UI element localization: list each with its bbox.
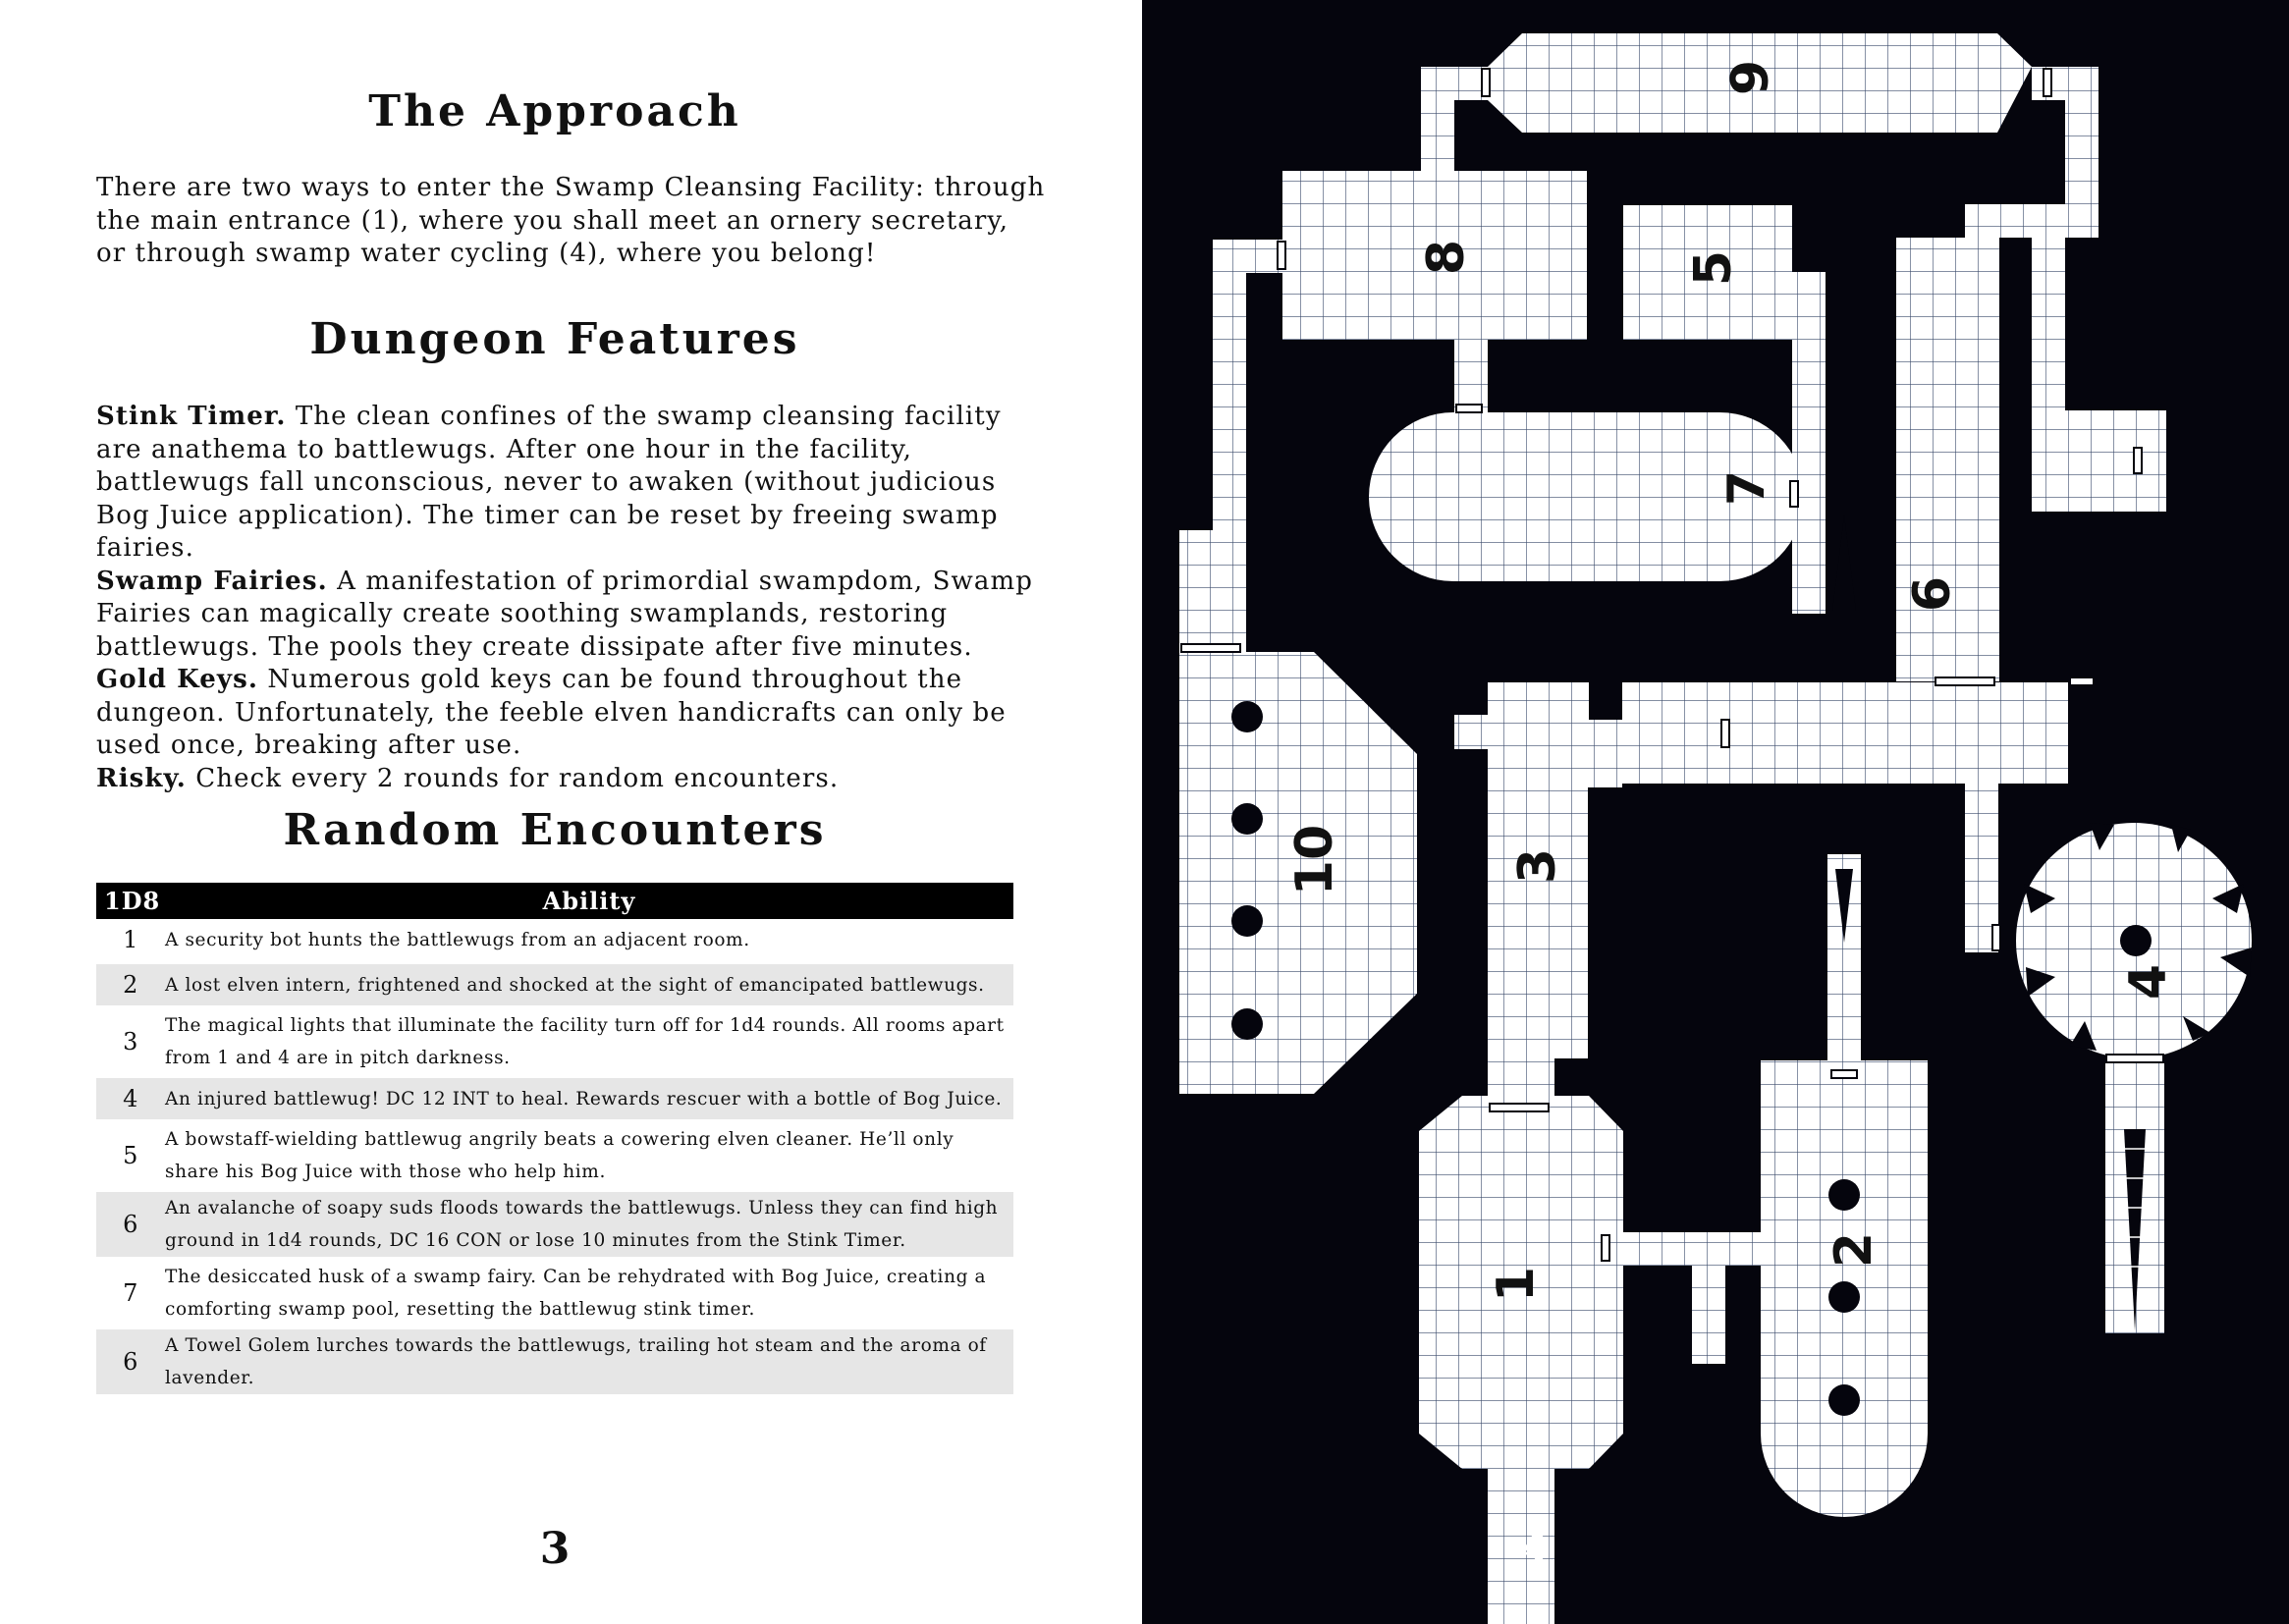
feature-line: Numerous gold keys can be found throughout the [258,665,963,694]
column-header-ability: Ability [165,883,1013,919]
pillar [1231,701,1263,732]
table-row [96,1123,1013,1188]
corridor [2065,67,2098,204]
roll-cell: 2 [96,964,165,1005]
door-icon [1278,242,1285,269]
corridor [1421,67,1488,100]
corridor [1622,682,2068,784]
encounter-cell: A security bot hunts the battlewugs from an adjacent room. [165,929,750,950]
feature-swamp-fairies [96,566,1078,599]
door-icon [1831,1070,1857,1078]
room-label-9: 9 [1721,59,1780,96]
pillar [1828,1281,1860,1313]
pillar [1231,905,1263,937]
roll-cell: 3 [123,1027,138,1056]
room-label-2: 2 [1825,1231,1883,1269]
door-icon [1790,481,1798,507]
table-row [96,1261,1013,1326]
pillar [1828,1384,1860,1416]
pillar [1828,1179,1860,1211]
stairs-icon [1832,515,1856,611]
feature-line: Check every 2 rounds for random encounters. [186,763,840,793]
door-icon [1490,1104,1549,1111]
pillar [2120,925,2152,956]
room-label-8: 8 [1417,239,1476,276]
feature-name: Stink Timer. [96,402,287,431]
door-icon [2134,448,2142,473]
corridor [1488,682,1555,787]
page-number-right: 4 [1519,1524,1551,1574]
corridor [1692,1266,1725,1364]
room-label-4: 4 [2119,963,2178,1001]
feature-line: battlewugs. The pools they create dissipate after five minutes. [96,631,973,662]
approach-line: There are two ways to enter the Swamp Cleansing Facility: through [96,173,1046,202]
feature-risky [96,763,1078,796]
feature-line: used once, breaking after use. [96,731,522,760]
door-icon [2070,677,2094,685]
door-icon [2106,1055,2163,1062]
features-heading: Dungeon Features [309,314,800,364]
approach-heading: The Approach [368,86,741,136]
feature-line: The clean confines of the swamp cleansing facility [286,402,1002,431]
corridor [1213,240,1246,652]
door-icon [1721,720,1729,747]
table-row [96,919,1013,960]
table-row [96,1329,1013,1394]
encounter-table-body [96,919,1013,1394]
room-label-6: 6 [1903,575,1962,613]
corridor [1692,1232,1761,1266]
dungeon-map [1142,0,2289,1624]
corridor [1179,530,1213,652]
feature-name: Risky. [96,763,187,793]
feature-name: Swamp Fairies. [96,566,328,596]
door-icon [1602,1235,1609,1261]
table-row [96,1009,1013,1074]
roll-cell: 4 [96,1078,165,1119]
corridor [1792,272,1826,614]
corridor [2032,204,2065,410]
encounters-heading: Random Encounters [283,805,827,855]
room-label-1: 1 [1487,1266,1546,1303]
table-header-row [96,883,1013,919]
encounter-cell: The desiccated husk of a swamp fairy. Can be rehydrated with Bog Juice, creating a comforting swamp pool, resetting the battlewug stink timer. [165,1267,987,1320]
door-icon [1482,69,1490,96]
feature-line: battlewugs fall unconscious, never to awaken (without judicious [96,467,997,497]
corridor [1555,682,1589,787]
room-6 [1896,238,1999,681]
feature-gold-keys [96,664,1078,697]
roll-cell: 7 [123,1278,138,1307]
room-6-annex [2032,410,2166,512]
door-icon [1935,677,1994,685]
corridor [1589,720,1622,787]
pillar [1231,1008,1263,1040]
corridor [1454,715,1488,749]
encounter-cell: An avalanche of soapy suds floods towards the battlewugs. Unless they can find high ground in 1d4 rounds, DC 16 CON or lose 10 minutes from the Stink Timer. [165,1192,1013,1257]
pillar [1231,803,1263,835]
roll-cell: 1 [123,925,138,953]
room-label-3: 3 [1508,847,1567,885]
encounter-cell: The magical lights that illuminate the facility turn off for 1d4 rounds. All rooms apart from 1 and 4 are in pitch darkness. [165,1015,1005,1068]
feature-line: A manifestation of primordial swampdom, Swamp [327,566,1034,596]
roll-cell: 6 [96,1329,165,1394]
roll-cell: 5 [123,1141,138,1169]
door-icon [2044,69,2051,96]
page-number-left: 3 [539,1524,571,1574]
features-list [96,401,1078,795]
feature-line: fairies. [96,533,194,563]
feature-line: are anathema to battlewugs. After one hour in the facility, [96,434,912,464]
corridor [1623,1232,1692,1266]
left-page [0,0,1142,1624]
encounter-cell: A Towel Golem lurches towards the battlewugs, trailing hot steam and the aroma of lavender. [165,1329,1013,1394]
room-label-5: 5 [1684,249,1743,287]
approach-line: the main entrance (1), where you shall meet an ornery secretary, [96,205,1009,236]
feature-stink-timer [96,401,1078,434]
room-3 [1488,787,1588,1058]
door-icon [1992,925,2000,950]
table-row [96,1078,1013,1119]
right-page [1142,0,2289,1624]
feature-line: dungeon. Unfortunately, the feeble elven handicrafts can only be [96,697,1007,728]
table-row [96,964,1013,1005]
room-label-10: 10 [1285,824,1344,896]
door-icon [1181,644,1240,652]
room-10-alcove [1382,819,1417,922]
feature-line: Bog Juice application). The timer can be reset by freeing swamp [96,500,999,530]
corridor [1421,100,1454,171]
corridor [1488,1058,1554,1096]
encounter-cell: An injured battlewug! DC 12 INT to heal. Rewards rescuer with a bottle of Bog Juice. [165,1078,1013,1119]
feature-name: Gold Keys. [96,665,259,694]
encounter-cell: A lost elven intern, frightened and shocked at the sight of emancipated battlewugs. [165,964,1013,1005]
column-header-roll: 1D8 [96,883,165,919]
approach-line: or through swamp water cycling (4), where you belong! [96,239,877,268]
encounter-cell: A bowstaff-wielding battlewug angrily beats a cowering elven cleaner. He’ll only share his Bog Juice with those who help him. [165,1129,954,1182]
encounter-table [96,883,1013,1394]
table-row [96,1192,1013,1257]
feature-line: Fairies can magically create soothing swamplands, restoring [96,599,949,628]
door-icon [1456,405,1482,412]
room-label-7: 7 [1717,469,1776,507]
approach-paragraph [96,172,1078,271]
roll-cell: 6 [96,1192,165,1257]
